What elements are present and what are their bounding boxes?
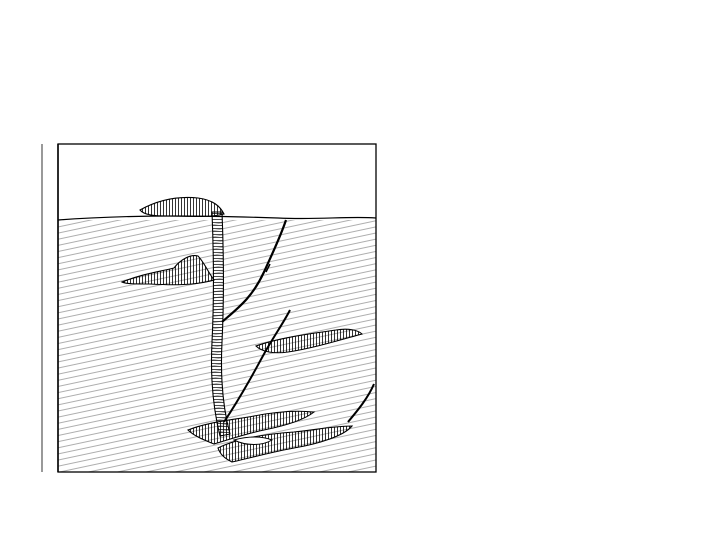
- pit-wall-sketch: [18, 122, 380, 478]
